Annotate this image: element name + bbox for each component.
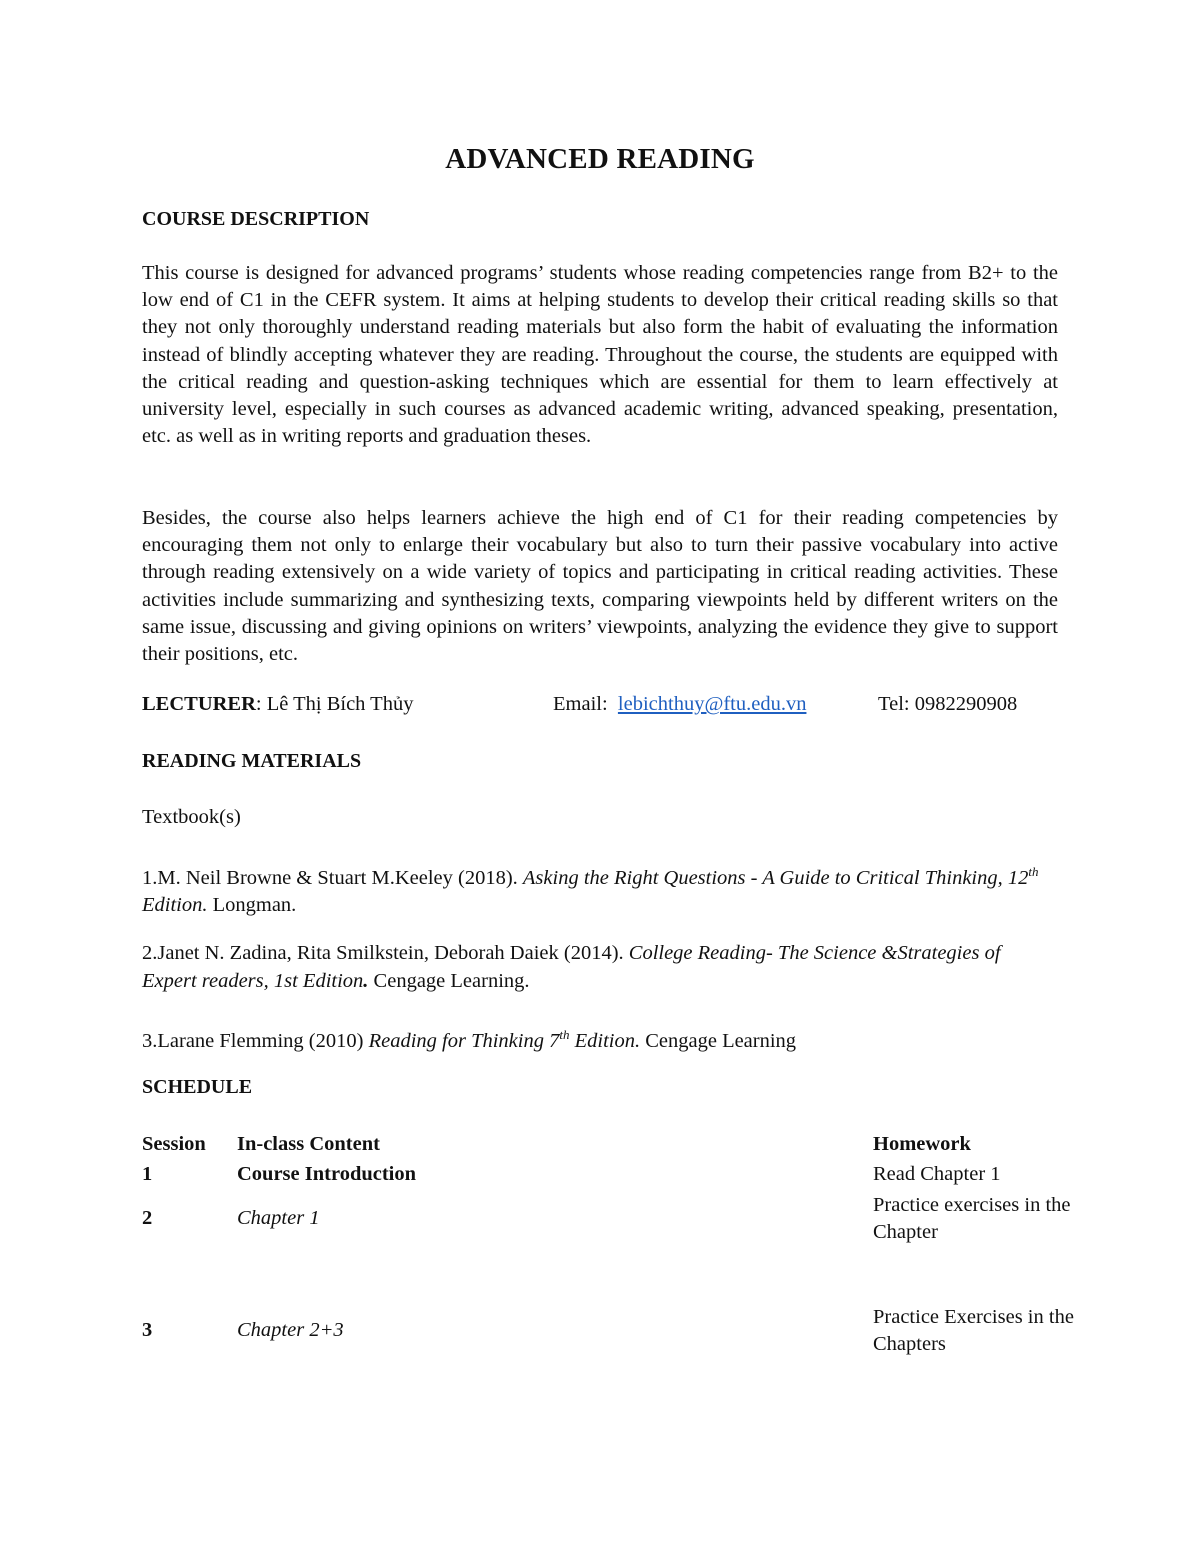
lecturer-label: LECTURER (142, 693, 256, 715)
row-homework: Practice Exercises in the Chapters (873, 1306, 1074, 1355)
lecturer-name: : Lê Thị Bích Thủy (255, 693, 414, 715)
reference-item (142, 940, 1042, 995)
row-session: 2 (142, 1207, 153, 1229)
column-header-homework: Homework (873, 1133, 971, 1155)
reference-item (142, 858, 1082, 920)
reference-title: Asking the Right Questions - A Guide to Critical Thinking, 12th Edition. (142, 864, 1039, 917)
row-homework: Read Chapter 1 (873, 1163, 1001, 1185)
lecturer-email-row (553, 693, 806, 716)
course-description-heading: COURSE DESCRIPTION (142, 208, 370, 230)
row-content: Course Introduction (237, 1163, 417, 1185)
reference-authors: 1.M. Neil Browne & Stuart M.Keeley (2018). (142, 866, 523, 889)
reference-publisher: Cengage Learning. (368, 969, 530, 992)
course-description-paragraph-2: Besides, the course also helps learners achieve the high end of C1 for their reading competencies by encouraging them not only to enlarge their vocabulary but also to turn their passive vocabulary into active through reading extensively on a wide variety of topics and participating in critical reading activities. These activities include summarizing and synthesizing texts, comparing viewpoints held by different writers on the same issue, discussing and giving opinions on writers’ viewpoints, analyzing the evidence they give to support their positions, etc. (142, 507, 1058, 666)
reference-item (142, 1021, 1082, 1055)
column-header-session: Session (142, 1133, 206, 1155)
reference-title: College Reading- The Science &Strategies of Expert readers, 1st Edition. (142, 942, 1001, 992)
lecturer-email-link[interactable]: lebichthuy@ftu.edu.vn (617, 693, 807, 715)
lecturer-tel: Tel: 0982290908 (878, 693, 1018, 715)
row-content: Chapter 2+3 (237, 1319, 344, 1341)
schedule-heading: SCHEDULE (142, 1076, 253, 1098)
lecturer-info (142, 693, 413, 716)
column-header-content: In-class Content (237, 1133, 380, 1155)
reference-authors: 2.Janet N. Zadina, Rita Smilkstein, Deborah Daiek (2014). (142, 942, 629, 964)
row-homework: Practice exercises in the Chapter (873, 1194, 1071, 1243)
textbooks-subheading: Textbook(s) (142, 806, 241, 828)
row-session: 3 (142, 1319, 153, 1341)
course-description-paragraph-1: This course is designed for advanced programs’ students whose reading competencies range from B2+ to the low end of C1 in the CEFR system. It aims at helping students to develop their critical reading skills so that they not only thoroughly understand reading materials but also form the habit of evaluating the information instead of blindly accepting whatever they are reading. Throughout the course, the students are equipped with the critical reading and question-asking techniques which are essential for them to learn effectively at university level, especially in such courses as advanced academic writing, advanced speaking, presentation, etc. as well as in writing reports and graduation theses. (142, 262, 1058, 448)
page-title: ADVANCED READING (445, 143, 755, 175)
reading-materials-heading: READING MATERIALS (142, 750, 362, 772)
reference-publisher: Cengage Learning (640, 1029, 797, 1052)
row-content: Chapter 1 (237, 1207, 320, 1229)
reference-title: Reading for Thinking 7th Edition. (368, 1027, 641, 1052)
reference-publisher: Longman. (207, 894, 297, 917)
email-label: Email: (553, 693, 608, 715)
reference-authors: 3.Larane Flemming (2010) (142, 1029, 369, 1052)
row-session: 1 (142, 1163, 153, 1185)
